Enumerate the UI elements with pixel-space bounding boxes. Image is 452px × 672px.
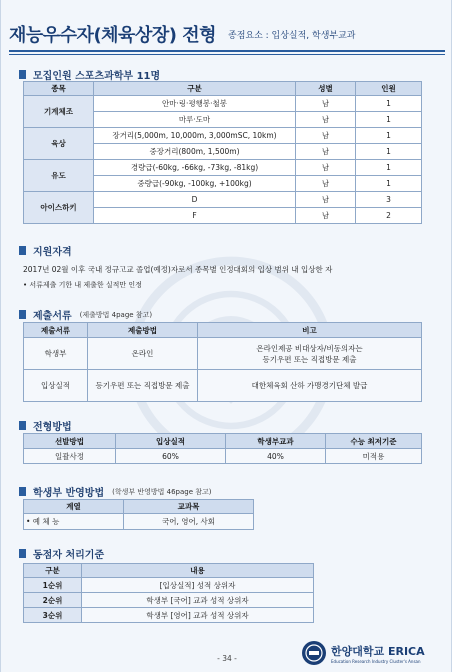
logo-text — [331, 643, 425, 664]
sex-cell: 남 — [296, 128, 356, 144]
logo-name: 한양대학교 ERICA — [331, 644, 425, 658]
recruit-table — [23, 81, 422, 224]
track-cell: • 예 체 능 — [24, 514, 124, 530]
column-header: 입상실적 — [116, 434, 226, 449]
tiebreak-table — [23, 563, 314, 623]
award-ratio-cell: 60% — [116, 449, 226, 464]
count-cell: 1 — [356, 128, 422, 144]
count-cell: 1 — [356, 144, 422, 160]
column-header: 인원 — [356, 82, 422, 96]
table-row — [24, 338, 422, 370]
division-cell: F — [94, 208, 296, 224]
title-note: 종점요소 : 입상실적, 학생부교과 — [228, 30, 356, 41]
section-recruit — [19, 67, 160, 82]
division-cell: 경량급(-60kg, -66kg, -73kg, -81kg) — [94, 160, 296, 176]
criteria-cell: 학생부 [영어] 교과 성적 상위자 — [82, 608, 314, 623]
record-ratio-cell: 40% — [226, 449, 326, 464]
sport-cell: 아이스하키 — [24, 192, 94, 224]
csat-cell: 미적용 — [326, 449, 422, 464]
doc-cell: 학생부 — [24, 338, 88, 370]
section-note: (제출방법 4page 참고) — [79, 310, 153, 319]
section-bullet-icon — [19, 70, 26, 79]
subjects-cell: 국어, 영어, 사회 — [124, 514, 254, 530]
remark-cell: 대한체육회 산하 가맹경기단체 발급 — [198, 370, 422, 402]
section-selection — [19, 418, 72, 433]
sex-cell: 남 — [296, 208, 356, 224]
emblem-icon — [301, 640, 327, 666]
table-row — [24, 514, 254, 530]
table-row — [24, 96, 422, 112]
school-record-table — [23, 499, 254, 530]
count-cell: 2 — [356, 208, 422, 224]
page-number: - 34 - — [217, 654, 237, 663]
remark-line: 등기우편 또는 직접방문 제출 — [262, 354, 357, 364]
column-header: 교과목 — [124, 500, 254, 514]
count-cell: 3 — [356, 192, 422, 208]
sport-cell: 기계체조 — [24, 96, 94, 128]
table-row — [24, 593, 314, 608]
remark-cell — [198, 338, 422, 370]
university-logo — [301, 640, 425, 666]
section-documents — [19, 307, 152, 322]
logo-tagline: Education Research Industry Cluster's Ansan — [331, 658, 421, 664]
header — [9, 14, 445, 54]
sport-cell: 유도 — [24, 160, 94, 192]
table-row — [24, 578, 314, 593]
column-header: 비고 — [198, 323, 422, 338]
sex-cell: 남 — [296, 192, 356, 208]
section-bullet-icon — [19, 549, 26, 558]
criteria-cell: [입상실적] 성적 상위자 — [82, 578, 314, 593]
division-cell: 안마·링·평행봉·철봉 — [94, 96, 296, 112]
sex-cell: 남 — [296, 144, 356, 160]
division-cell: 중장거리(800m, 1,500m) — [94, 144, 296, 160]
section-bullet-icon — [19, 421, 26, 430]
sex-cell: 남 — [296, 112, 356, 128]
column-header: 제출서류 — [24, 323, 88, 338]
column-header: 선발방법 — [24, 434, 116, 449]
column-header: 제출방법 — [88, 323, 198, 338]
count-cell: 1 — [356, 176, 422, 192]
rank-cell: 1순위 — [24, 578, 82, 593]
rank-cell: 2순위 — [24, 593, 82, 608]
method-cell: 일괄사정 — [24, 449, 116, 464]
method-cell: 등기우편 또는 직접방문 제출 — [88, 370, 198, 402]
method-cell: 온라인 — [88, 338, 198, 370]
section-title: 지원자격 — [33, 247, 72, 258]
criteria-cell: 학생부 [국어] 교과 성적 상위자 — [82, 593, 314, 608]
count-cell: 1 — [356, 160, 422, 176]
remark-line: 온라인제공 비대상자/비동의자는 — [256, 343, 363, 353]
sex-cell: 남 — [296, 160, 356, 176]
section-note: (학생부 반영방법 46page 참고) — [112, 487, 212, 496]
section-eligibility — [19, 243, 72, 258]
documents-table — [23, 322, 422, 402]
section-bullet-icon — [19, 487, 26, 496]
title-divider-thin — [9, 54, 445, 55]
title-divider — [9, 50, 445, 52]
section-title: 동점자 처리기준 — [33, 550, 105, 561]
column-header: 내용 — [82, 564, 314, 578]
division-cell: D — [94, 192, 296, 208]
table-row — [24, 449, 422, 464]
table-row — [24, 370, 422, 402]
eligibility-note: • 서류제출 기한 내 제출한 실적만 인정 — [23, 281, 142, 289]
division-cell: 중량급(-90kg, -100kg, +100kg) — [94, 176, 296, 192]
section-tiebreak — [19, 546, 104, 561]
section-school-record — [19, 484, 212, 499]
table-row — [24, 192, 422, 208]
sex-cell: 남 — [296, 176, 356, 192]
sport-cell: 육상 — [24, 128, 94, 160]
sex-cell: 남 — [296, 96, 356, 112]
count-cell: 1 — [356, 112, 422, 128]
doc-cell: 입상실적 — [24, 370, 88, 402]
section-title: 제출서류 — [33, 311, 72, 322]
column-header: 수능 최저기준 — [326, 434, 422, 449]
column-header: 구분 — [24, 564, 82, 578]
column-header: 성별 — [296, 82, 356, 96]
column-header: 구분 — [94, 82, 296, 96]
table-row — [24, 608, 314, 623]
page-title: 재능우수자(체육상장) 전형 — [9, 25, 216, 46]
table-row — [24, 160, 422, 176]
division-cell: 장거리(5,000m, 10,000m, 3,000mSC, 10km) — [94, 128, 296, 144]
selection-table — [23, 433, 422, 464]
eligibility-text: 2017년 02월 이후 국내 정규고교 졸업(예정)자로서 종목별 인정대회의 입상 범위 내 입상한 자 — [23, 265, 333, 274]
section-title: 전형방법 — [33, 422, 72, 433]
section-bullet-icon — [19, 310, 26, 319]
section-title: 학생부 반영방법 — [33, 488, 105, 499]
section-title: 모집인원 스포츠과학부 11명 — [33, 71, 161, 82]
column-header: 종목 — [24, 82, 94, 96]
table-row — [24, 128, 422, 144]
count-cell: 1 — [356, 96, 422, 112]
section-bullet-icon — [19, 246, 26, 255]
column-header: 계열 — [24, 500, 124, 514]
column-header: 학생부교과 — [226, 434, 326, 449]
rank-cell: 3순위 — [24, 608, 82, 623]
division-cell: 마루·도마 — [94, 112, 296, 128]
